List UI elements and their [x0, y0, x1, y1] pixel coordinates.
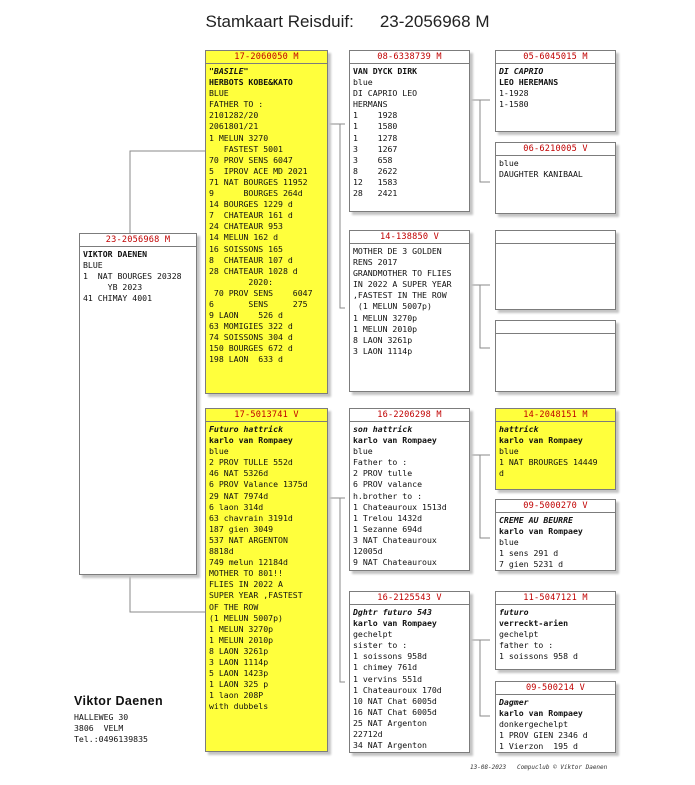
card-line: 46 NAT 5326d	[209, 468, 269, 479]
card-line: karlo van Rompaey	[499, 708, 583, 719]
card-line: gechelpt	[353, 629, 393, 640]
card-line: 1 MELUN 3270p	[209, 623, 274, 634]
page-title	[0, 12, 695, 32]
card-body	[496, 605, 615, 662]
card-line: IN 2022 A SUPER YEAR	[353, 279, 452, 290]
card-line: 63 MOMIGIES 322 d	[209, 321, 293, 332]
card-line: Father to :	[353, 457, 408, 468]
ring-number: 23-2056968 M	[80, 234, 196, 247]
ring-number: 16-2206298 M	[350, 409, 469, 422]
card-line: 1 Sezanne 694d	[353, 523, 423, 534]
card-line: 1 Trelou 1432d	[353, 512, 423, 523]
card-line: 70 PROV SENS 6047	[209, 287, 313, 298]
card-line: FLIES IN 2022 A	[209, 579, 283, 590]
pedigree-card-sire-dam-sire	[495, 230, 616, 310]
card-line: 198 LAON 633 d	[209, 354, 283, 365]
card-line: 5 LAON 1423p	[209, 668, 269, 679]
card-line: Futuro hattrick	[209, 424, 283, 434]
page-title-ring: 23-2056968 M	[379, 12, 490, 31]
ring-number: 08-6338739 M	[350, 51, 469, 64]
card-line: karlo van Rompaey	[499, 435, 583, 446]
card-line: blue	[353, 446, 373, 457]
card-body	[350, 605, 469, 751]
card-body	[350, 422, 469, 568]
card-line: donkergechelpt	[499, 719, 569, 730]
card-line: son hattrick	[353, 424, 413, 434]
card-line: 3 LAON 1114p	[353, 345, 413, 356]
card-line: FATHER TO :	[209, 99, 264, 110]
ring-number: 14-138850 V	[350, 231, 469, 244]
card-body	[496, 244, 615, 246]
card-body	[350, 64, 469, 199]
card-line: 1 MELUN 2010p	[209, 634, 274, 645]
card-line: 2 PROV tulle	[353, 468, 413, 479]
card-line: 1 sens 291 d	[499, 548, 559, 559]
card-line: 1 Chateauroux 1513d	[353, 501, 447, 512]
card-body	[496, 513, 615, 570]
card-line: 3 LAON 1114p	[209, 656, 269, 667]
card-line: 187 gien 3049	[209, 523, 274, 534]
card-body	[80, 247, 196, 304]
card-line: 7 gien 5231 d	[499, 559, 564, 570]
card-line: 1 LAON 325 p	[209, 679, 269, 690]
pedigree-card-dam-dam	[349, 591, 470, 753]
card-line: 34 NAT Argenton	[353, 740, 427, 751]
ring-number: 14-2048151 M	[496, 409, 615, 422]
owner-phone: Tel.:0496139835	[74, 734, 148, 744]
card-line: 537 NAT ARGENTON	[209, 534, 288, 545]
card-line: 9 LAON 526 d	[209, 310, 283, 321]
card-line: DAUGHTER KANIBAAL	[499, 169, 583, 180]
card-line: 8 2622	[353, 165, 398, 176]
card-line: 1-1580	[499, 99, 529, 110]
card-line: 29 NAT 7974d	[209, 490, 269, 501]
card-line: karlo van Rompaey	[499, 526, 583, 537]
card-line: SUPER YEAR ,FASTEST	[209, 590, 303, 601]
card-line: 8 CHATEAUR 107 d	[209, 254, 293, 265]
card-line: 16 SOISSONS 165	[209, 243, 283, 254]
pedigree-card-sire	[205, 50, 328, 394]
pedigree-card-dam-sire	[349, 408, 470, 571]
ring-number: 11-5047121 M	[496, 592, 615, 605]
ring-number	[496, 321, 615, 334]
card-line: 9 BOURGES 264d	[209, 188, 303, 199]
card-line: 71 NAT BOURGES 11952	[209, 176, 308, 187]
card-line: 1 1278	[353, 132, 398, 143]
card-line: 1 Vierzon 195 d	[499, 741, 578, 752]
card-body	[496, 695, 615, 752]
pedigree-card-sire-sire	[349, 50, 470, 212]
card-line: 1 NAT BROURGES 14449	[499, 457, 598, 468]
card-line: 6 SENS 275	[209, 298, 308, 309]
card-line: Dghtr futuro 543	[353, 607, 432, 617]
card-line: 2101282/20	[209, 110, 259, 121]
card-line: HERMANS	[353, 99, 388, 110]
card-line: 3 1267	[353, 143, 398, 154]
pedigree-card-dam-sire-sire	[495, 408, 616, 490]
card-line: verreckt-arien	[499, 618, 569, 629]
card-line: 3 658	[353, 154, 393, 165]
card-line: HERBOTS KOBE&KATO	[209, 77, 293, 88]
card-line: 9 NAT Chateauroux	[353, 557, 437, 568]
pedigree-card-dam-dam-dam	[495, 681, 616, 753]
card-line: 63 chavrain 3191d	[209, 512, 293, 523]
card-body	[350, 244, 469, 357]
card-line: 74 SOISSONS 304 d	[209, 332, 293, 343]
card-line: blue	[499, 158, 519, 168]
owner-street: HALLEWEG 30	[74, 712, 129, 722]
card-line: 8 LAON 3261p	[209, 645, 269, 656]
card-line: karlo van Rompaey	[353, 618, 437, 629]
ring-number: 17-5013741 V	[206, 409, 327, 422]
card-line: 12 1583	[353, 176, 398, 187]
card-line: 6 PROV Valance 1375d	[209, 479, 308, 490]
card-line: 1 soissons 958 d	[499, 651, 578, 662]
card-line: 22712d	[353, 729, 383, 740]
pedigree-card-sire-dam	[349, 230, 470, 392]
card-line: blue	[499, 537, 519, 548]
card-line: BLUE	[209, 88, 229, 99]
card-line: 1 MELUN 2010p	[353, 323, 418, 334]
card-line: 24 CHATEAUR 953	[209, 221, 283, 232]
card-line: 6 laon 314d	[209, 501, 264, 512]
card-line: blue	[353, 77, 373, 88]
card-line: 749 melun 12184d	[209, 557, 288, 568]
card-body	[496, 64, 615, 110]
card-line: ,FASTEST IN THE ROW	[353, 290, 447, 301]
card-line: 7 CHATEAUR 161 d	[209, 210, 293, 221]
pedigree-card-sire-sire-dam	[495, 142, 616, 214]
card-line: 2020:	[209, 276, 274, 287]
card-line: 12005d	[353, 546, 383, 557]
card-line: 1-1928	[499, 88, 529, 99]
card-line: 1 Chateauroux 170d	[353, 684, 442, 695]
card-line: 1 chimey 761d	[353, 662, 418, 673]
card-line: "BASILE"	[209, 66, 249, 76]
card-line: VAN DYCK DIRK	[353, 66, 418, 76]
card-line: 70 PROV SENS 6047	[209, 154, 293, 165]
card-line: 1 vervins 551d	[353, 673, 423, 684]
ring-number: 09-500214 V	[496, 682, 615, 695]
card-line: sister to :	[353, 640, 408, 651]
ring-number: 17-2060050 M	[206, 51, 327, 64]
card-line: 16 NAT Chat 6005d	[353, 706, 437, 717]
card-line: FASTEST 5001	[209, 143, 283, 154]
card-body	[496, 156, 615, 180]
pedigree-card-dam-sire-dam	[495, 499, 616, 571]
page-title-label: Stamkaart Reisduif:	[205, 12, 354, 31]
card-line: BLUE	[83, 260, 103, 271]
card-line: karlo van Rompaey	[353, 435, 437, 446]
card-line: 10 NAT Chat 6005d	[353, 695, 437, 706]
card-line: 1 1928	[353, 110, 398, 121]
card-line: d	[499, 468, 504, 479]
card-body	[496, 422, 615, 479]
ring-number: 05-6045015 M	[496, 51, 615, 64]
card-line: 8818d	[209, 546, 234, 557]
card-line: 1 MELUN 3270	[209, 132, 269, 143]
card-line: 28 CHATEAUR 1028 d	[209, 265, 298, 276]
card-line: Dagmer	[499, 697, 529, 707]
card-line: 1 MELUN 3270p	[353, 312, 418, 323]
pedigree-card-dam-dam-sire	[495, 591, 616, 670]
card-line: LEO HEREMANS	[499, 77, 559, 88]
owner-block	[74, 694, 163, 745]
card-line: blue	[209, 446, 229, 457]
card-line: 2 PROV TULLE 552d	[209, 457, 293, 468]
ring-number: 06-6210005 V	[496, 143, 615, 156]
card-line: (1 MELUN 5007p)	[209, 612, 283, 623]
card-line: RENS 2017	[353, 257, 398, 268]
card-line: 25 NAT Argenton	[353, 717, 427, 728]
card-line: DI CAPRIO	[499, 66, 544, 76]
pedigree-card-dam	[205, 408, 328, 752]
card-line: 3 NAT Chateauroux	[353, 534, 437, 545]
card-line: father to :	[499, 640, 554, 651]
card-line: 28 2421	[353, 188, 398, 199]
card-line: 8 LAON 3261p	[353, 334, 413, 345]
pedigree-card-subject	[79, 233, 197, 575]
card-line: 1 soissons 958d	[353, 651, 427, 662]
card-body	[206, 64, 327, 366]
card-line: 2061801/21	[209, 121, 259, 132]
card-line: YB 2023	[83, 282, 143, 293]
card-line: (1 MELUN 5007p)	[353, 301, 432, 312]
ring-number: 09-5000270 V	[496, 500, 615, 513]
card-line: karlo van Rompaey	[209, 435, 293, 446]
card-line: hattrick	[499, 424, 539, 434]
card-line: 1 PROV GIEN 2346 d	[499, 730, 588, 741]
card-line: GRANDMOTHER TO FLIES	[353, 268, 452, 279]
pedigree-card-sire-sire-sire	[495, 50, 616, 132]
card-line: 5 IPROV ACE MD 2021	[209, 165, 308, 176]
card-line: 6 PROV valance	[353, 479, 423, 490]
card-line: 1 NAT BOURGES 20328	[83, 271, 182, 282]
card-line: MOTHER TO 801!!	[209, 568, 283, 579]
card-body	[206, 422, 327, 712]
card-line: 14 MELUN 162 d	[209, 232, 279, 243]
card-line: with dubbels	[209, 701, 269, 712]
ring-number	[496, 231, 615, 244]
card-line: 14 BOURGES 1229 d	[209, 199, 293, 210]
card-line: 1 laon 208P	[209, 690, 264, 701]
card-line: futuro	[499, 607, 529, 617]
card-line: OF THE ROW	[209, 601, 259, 612]
footer-credit: 13-08-2023 Compuclub © Viktor Daenen	[470, 764, 608, 771]
card-line: CREME AU BEURRE	[499, 515, 573, 525]
card-line: 1 1580	[353, 121, 398, 132]
card-line: VIKTOR DAENEN	[83, 249, 148, 259]
pedigree-card-sire-dam-dam	[495, 320, 616, 392]
card-line: blue	[499, 446, 519, 457]
owner-city: 3806 VELM	[74, 723, 124, 733]
card-line: MOTHER DE 3 GOLDEN	[353, 246, 442, 256]
ring-number: 16-2125543 V	[350, 592, 469, 605]
card-body	[496, 334, 615, 336]
card-line: h.brother to :	[353, 490, 423, 501]
owner-name: Viktor Daenen	[74, 694, 164, 708]
card-line: 41 CHIMAY 4001	[83, 293, 153, 304]
card-line: gechelpt	[499, 629, 539, 640]
card-line: DI CAPRIO LEO	[353, 88, 418, 99]
card-line: 150 BOURGES 672 d	[209, 343, 293, 354]
